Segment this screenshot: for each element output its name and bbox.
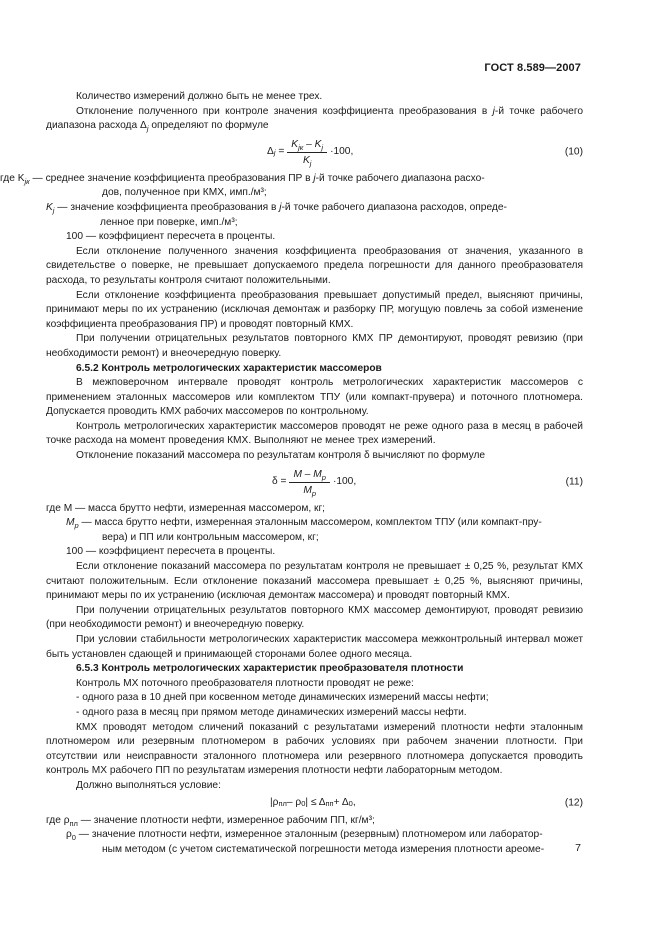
definition: $K_j$ — значение коэффициента преобразования в j-й точке рабочего диапазона расходов, опреде- <box>46 201 507 215</box>
paragraph: Если отклонение коэффициента преобразования превышает допустимый предел, выясняют причины, принимают меры по их устранению (исключая демонтаж и разборку ПР, могущую повлечь за собой изменение коэффициента преобразования ПР) и проводят повторный КМХ. <box>46 289 583 330</box>
formula-number: (10) <box>564 146 583 158</box>
paragraph: При получении отрицательных результатов повторного КМХ массомер демонтируют, проводят ревизию (при необходимости ремонт) и внеочередную поверку. <box>46 604 583 631</box>
paragraph: Если отклонение полученного значения коэффициента преобразования от значения, указанного в свидетельстве о поверке, не превышает допускаемого предела погрешности для данного преобразователя расхода, то результаты контроля считают положительными. <box>46 245 583 286</box>
paragraph: В межповерочном интервале проводят контроль метрологических характеристик массомеров с применением эталонных массомеров или комплектом ТПУ (или компакт-прувера) и поточного плотномера. Допускается проводить КМХ рабочих массомеров по контрольному. <box>46 377 583 418</box>
paragraph: Отклонение полученного при контроле значения коэффициента преобразования в j-й точке рабочего диапазона расхода $\Delta_j$ определяют по формуле <box>46 105 583 134</box>
definition: где $K_{jк}$ — среднее значение коэффициента преобразования ПР в j-й точке рабочего диапазона расхо- <box>0 172 485 186</box>
definition-continued: ленное при поверке, имп./м³; <box>100 216 238 228</box>
document-body <box>0 90 583 857</box>
section-heading-6-5-3: 6.5.3 Контроль метрологических характеристик преобразователя плотности <box>76 663 464 675</box>
definition-continued: вера) и ПП или контрольным массомером, кг; <box>102 531 319 543</box>
formula-10: Δ j = $\frac{K_{jк} - K_j}{K_j}$ ·100, (10) <box>267 139 583 169</box>
definition: $M_р$ — масса брутто нефти, измеренная эталонным массомером, комплектом ТПУ (или компакт-пру- <box>66 517 542 531</box>
formula-number: (12) <box>564 797 583 809</box>
definition: 100 — коэффициент пересчета в проценты. <box>66 231 276 243</box>
paragraph: КМХ проводят методом сличений показаний с результатами измерений плотности нефти эталонным плотномером или резервным плотномером в рабочих условиях при рабочем значении плотности. При отсутствии или неисправности эталонного плотномера или резервного плотномера допускается проводить контроль МХ рабочего ПП по результатам измерения плотности нефти лабораторным методом. <box>46 721 583 777</box>
definition: где $\rho_{пл}$ — значение плотности нефти, измеренное рабочим ПП, кг/м³; <box>46 814 375 828</box>
paragraph: Отклонение показаний массомера по результатам контроля δ вычисляют по формуле <box>76 450 486 462</box>
list-item: - одного раза в 10 дней при косвенном методе динамических измерений массы нефти; <box>76 692 489 704</box>
definition: 100 — коэффициент пересчета в проценты. <box>66 546 276 558</box>
paragraph: Контроль метрологических характеристик массомеров проводят не реже одного раза в месяц в рабочей точке расхода на момент проведения КМХ. Выполняют не менее трех измерений. <box>46 420 583 447</box>
definition-continued: дов, полученное при КМХ, имп./м³; <box>102 187 267 199</box>
section-heading-6-5-2: 6.5.2 Контроль метрологических характеристик массомеров <box>76 362 382 374</box>
paragraph: Контроль МХ поточного преобразователя плотности проводят не реже: <box>76 677 414 689</box>
paragraph: При условии стабильности метрологических характеристик массомера межконтрольный интервал может быть установлен сдающей и принимающей сторонами более одного месяца. <box>46 634 583 660</box>
list-item: - одного раза в месяц при прямом методе динамических измерений массы нефти. <box>76 706 467 718</box>
definition-continued: ным методом (с учетом систематической погрешности метода измерения плотности ареоме- <box>102 843 545 855</box>
paragraph: Если отклонение показаний массомера по результатам контроля не превышает ± 0,25 %, результат КМХ считают положительным. Если отклонение показаний массомера превышает ± 0,25 %, выясняют причины, принимают меры по их устранению (исключая демонтаж массомера) и проводят повторный КМХ. <box>46 561 583 602</box>
formula-11: δ = $\frac{M - M_р}{M_р}$ ·100, (11) <box>272 469 583 499</box>
page-number: 7 <box>575 842 581 854</box>
definition: $\rho_0$ — значение плотности нефти, измеренное эталонным (резервным) плотномером или лаборатор- <box>66 829 543 843</box>
formula-number: (11) <box>565 476 583 488</box>
definition: где M — масса брутто нефти, измеренная массомером, кг; <box>46 502 325 514</box>
paragraph: Количество измерений должно быть не менее трех. <box>76 91 323 102</box>
paragraph: Должно выполняться условие: <box>76 779 221 791</box>
standard-header: ГОСТ 8.589—2007 <box>484 62 581 74</box>
paragraph: При получении отрицательных результатов повторного КМХ ПР демонтируют, проводят ревизию (при необходимости ремонт) и внеочередную поверку. <box>46 333 583 359</box>
formula-12: |ρ пл – ρ 0 | ≤ Δ пп + Δ 0 , (12) <box>46 794 583 814</box>
